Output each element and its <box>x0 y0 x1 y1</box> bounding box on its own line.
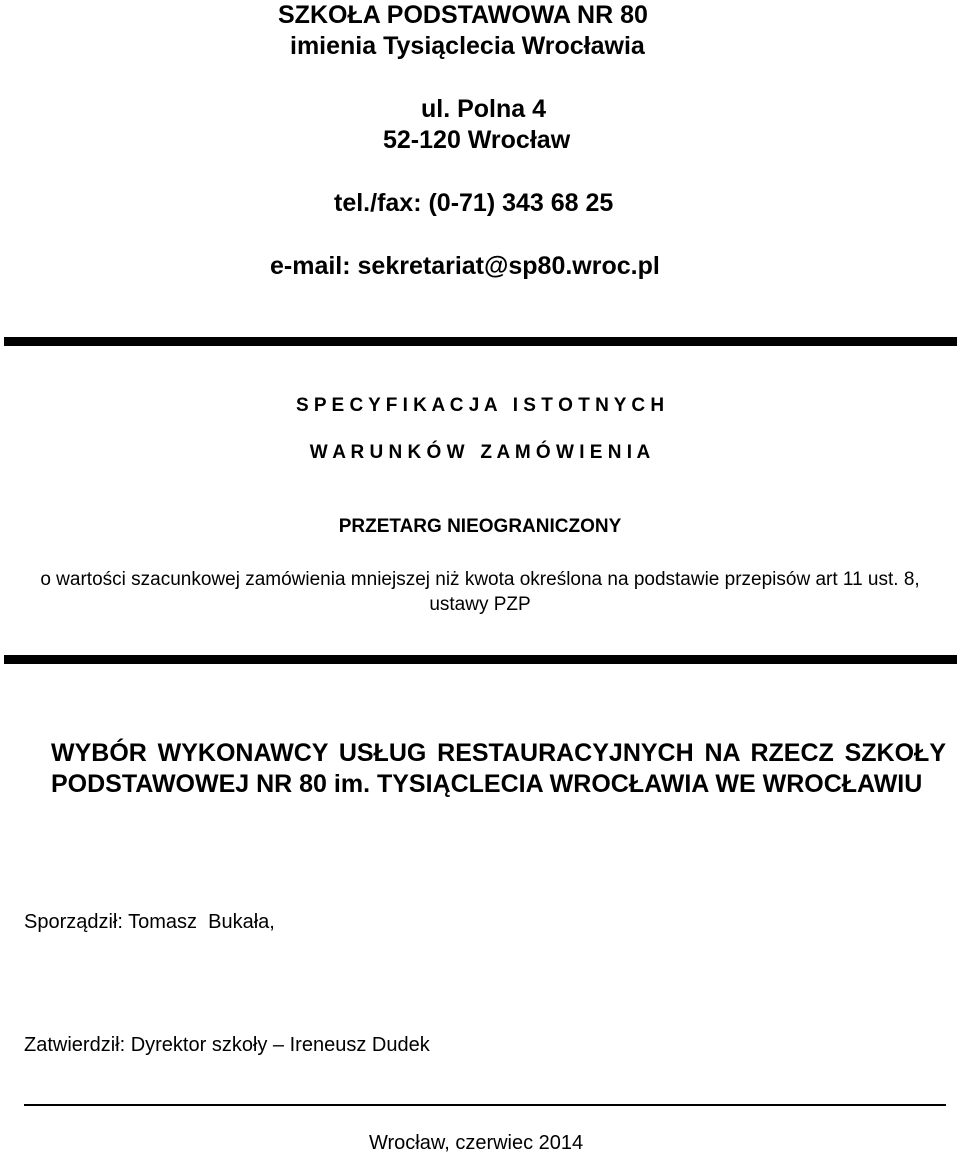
title-line-1: S P E C Y F I K A C J A I S T O T N Y C H <box>295 395 665 416</box>
prepared-by: Sporządził: Tomasz Bukała, <box>24 911 275 933</box>
school-phone-fax: tel./fax: (0-71) 343 68 25 <box>334 189 614 217</box>
tender-type: PRZETARG NIEOGRANICZONY <box>338 516 622 537</box>
school-patron: imienia Tysiąclecia Wrocławia <box>290 32 645 60</box>
value-description: o wartości szacunkowej zamówienia mniejszej niż kwota określona na podstawie przepisów art 11 ust. 8, ustawy PZP <box>40 569 920 615</box>
separator-rule-top <box>4 337 957 346</box>
footer-rule <box>24 1104 946 1106</box>
school-postal-city: 52-120 Wrocław <box>383 126 571 154</box>
title-line-2: W A R U N K Ó W Z A M Ó W I E N I A <box>309 442 651 463</box>
separator-rule-middle <box>4 655 957 664</box>
school-street: ul. Polna 4 <box>421 95 547 123</box>
school-email: e-mail: sekretariat@sp80.wroc.pl <box>270 252 660 280</box>
approved-by: Zatwierdził: Dyrektor szkoły – Ireneusz Dudek <box>24 1034 430 1056</box>
school-name: SZKOŁA PODSTAWOWA NR 80 <box>278 1 648 29</box>
place-date: Wrocław, czerwiec 2014 <box>369 1132 584 1154</box>
procurement-subject: WYBÓR WYKONAWCY USŁUG RESTAURACYJNYCH NA RZECZ SZKOŁY PODSTAWOWEJ NR 80 im. TYSIĄCLECIA WROCŁAWIA WE WROCŁAWIU <box>51 739 946 798</box>
